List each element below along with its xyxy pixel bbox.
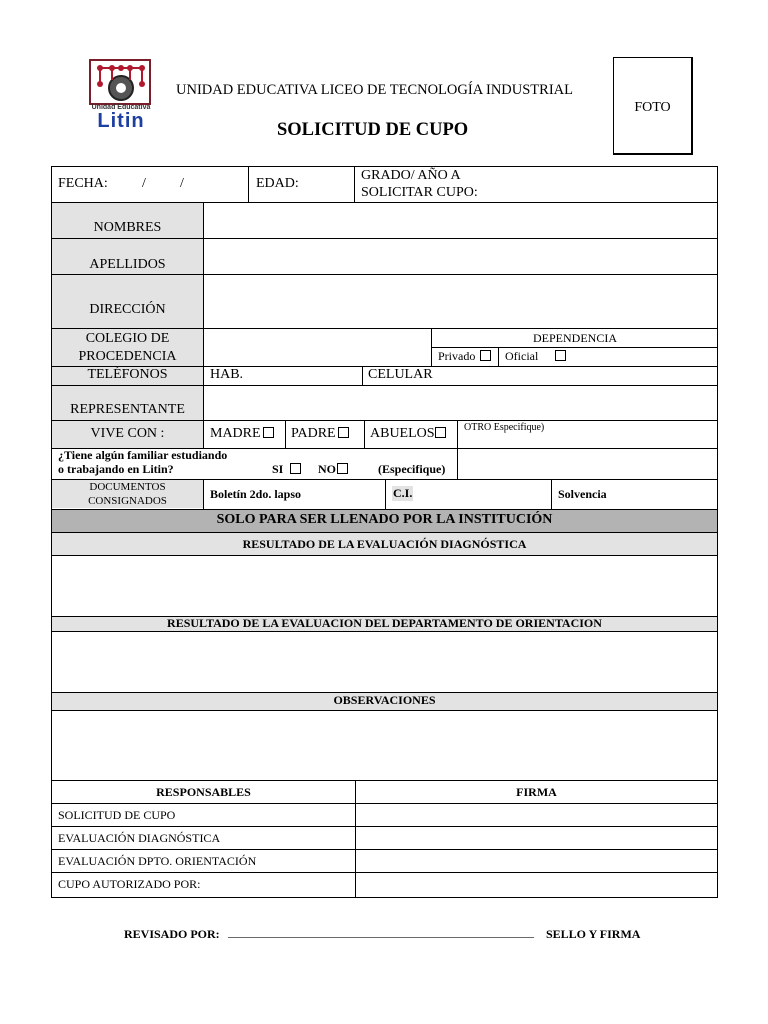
madre-option [210, 426, 276, 442]
oficial-label: Oficial [505, 349, 539, 363]
responsables-header: RESPONSABLES [156, 785, 251, 799]
fecha-label: FECHA: [58, 176, 108, 191]
colegio-label-line1: COLEGIO DE [85, 331, 170, 346]
familiar-question [58, 448, 227, 476]
firma-field-diagnostica[interactable] [356, 827, 717, 849]
familiar-question-line2: o trabajando en Litin? [58, 462, 174, 476]
oficial-option [505, 349, 568, 364]
madre-checkbox[interactable] [263, 427, 274, 438]
direccion-field[interactable] [204, 275, 717, 328]
nombres-field[interactable] [204, 203, 717, 238]
grado-label [361, 167, 478, 201]
apellidos-label: APELLIDOS [89, 257, 166, 272]
form-title: SOLICITUD DE CUPO [277, 120, 469, 140]
oficial-checkbox[interactable] [555, 350, 566, 361]
privado-checkbox[interactable] [480, 350, 491, 361]
si-label: SI [272, 462, 284, 476]
firma-field-orientacion[interactable] [356, 850, 717, 872]
documentos-label-line2: CONSIGNADOS [88, 495, 167, 507]
otro-field[interactable] [460, 434, 716, 447]
school-name: UNIDAD EDUCATIVA LICEO DE TECNOLOGÍA INDUSTRIAL [176, 82, 573, 98]
firma-field-autorizado[interactable] [356, 873, 717, 897]
boletin-label: Boletín 2do. lapso [210, 487, 302, 501]
firma-field-solicitud[interactable] [356, 804, 717, 826]
no-checkbox[interactable] [337, 463, 348, 474]
documentos-label-line1: DOCUMENTOS [89, 481, 166, 493]
colegio-field[interactable] [204, 329, 430, 365]
dependencia-label: DEPENDENCIA [533, 331, 617, 345]
orientacion-header: RESULTADO DE LA EVALUACION DEL DEPARTAMENTO DE ORIENTACION [167, 616, 602, 630]
dependencia-options [438, 349, 493, 364]
abuelos-checkbox[interactable] [435, 427, 446, 438]
firma-header: FIRMA [516, 785, 557, 799]
revisado-signature-line[interactable]: ___________________________________________________ [228, 925, 534, 939]
fecha-day-field[interactable] [110, 170, 138, 196]
responsable-row-autorizado: CUPO AUTORIZADO POR: [58, 877, 201, 891]
date-slash: / [180, 176, 184, 191]
otro-label: OTRO Especifique) [464, 422, 545, 433]
si-checkbox[interactable] [290, 463, 301, 474]
abuelos-label: ABUELOS [370, 426, 435, 441]
padre-option [291, 426, 351, 442]
padre-checkbox[interactable] [338, 427, 349, 438]
colegio-label-line2: PROCEDENCIA [78, 349, 177, 364]
hab-label: HAB. [210, 367, 244, 382]
apellidos-field[interactable] [204, 239, 717, 274]
photo-box [613, 57, 693, 155]
edad-label: EDAD: [256, 176, 299, 191]
grado-label-line1: GRADO/ AÑO A [361, 168, 461, 183]
sello-firma-label: SELLO Y FIRMA [546, 927, 641, 941]
photo-label: FOTO [634, 100, 671, 115]
diagnostica-header: RESULTADO DE LA EVALUACIÓN DIAGNÓSTICA [242, 537, 527, 551]
familiar-specify-field[interactable] [460, 450, 716, 478]
documentos-label [52, 480, 203, 508]
celular-field[interactable] [430, 367, 717, 384]
colegio-label [52, 330, 203, 366]
responsable-row-diagnostica: EVALUACIÓN DIAGNÓSTICA [58, 831, 221, 845]
abuelos-option [370, 426, 448, 442]
si-option [272, 462, 303, 477]
representante-label: REPRESENTANTE [70, 402, 185, 417]
padre-label: PADRE [291, 426, 336, 441]
solvencia-label: Solvencia [558, 487, 607, 501]
hab-field[interactable] [250, 367, 360, 384]
observaciones-field[interactable] [52, 711, 717, 780]
no-label: NO [318, 462, 336, 476]
institution-banner-text: SOLO PARA SER LLENADO POR LA INSTITUCIÓN [216, 512, 553, 527]
no-option [318, 462, 350, 477]
madre-label: MADRE [210, 426, 261, 441]
nombres-label: NOMBRES [93, 220, 162, 235]
familiar-question-line1: ¿Tiene algún familiar estudiando [58, 448, 228, 462]
diagnostica-result-field[interactable] [52, 556, 717, 616]
responsable-row-orientacion: EVALUACIÓN DPTO. ORIENTACIÓN [58, 854, 257, 868]
telefonos-label: TELÉFONOS [87, 367, 168, 382]
responsable-row-solicitud: SOLICITUD DE CUPO [58, 808, 176, 822]
school-logo [88, 58, 154, 134]
direccion-label: DIRECCIÓN [89, 302, 166, 317]
celular-label: CELULAR [368, 367, 433, 382]
observaciones-header: OBSERVACIONES [333, 693, 436, 707]
privado-label: Privado [438, 349, 476, 363]
grado-label-line2: SOLICITAR CUPO: [361, 185, 478, 200]
logo-subtitle: Unidad Educativa [91, 104, 151, 111]
vive-con-label: VIVE CON : [90, 426, 165, 441]
orientacion-result-field[interactable] [52, 632, 717, 692]
representante-field[interactable] [204, 386, 717, 420]
ci-label: C.I. [393, 486, 413, 500]
date-slash: / [142, 176, 146, 191]
revisado-label: REVISADO POR: [124, 927, 220, 941]
especifique-label: (Especifique) [378, 462, 446, 476]
logo-wordmark: Litin [97, 110, 145, 132]
